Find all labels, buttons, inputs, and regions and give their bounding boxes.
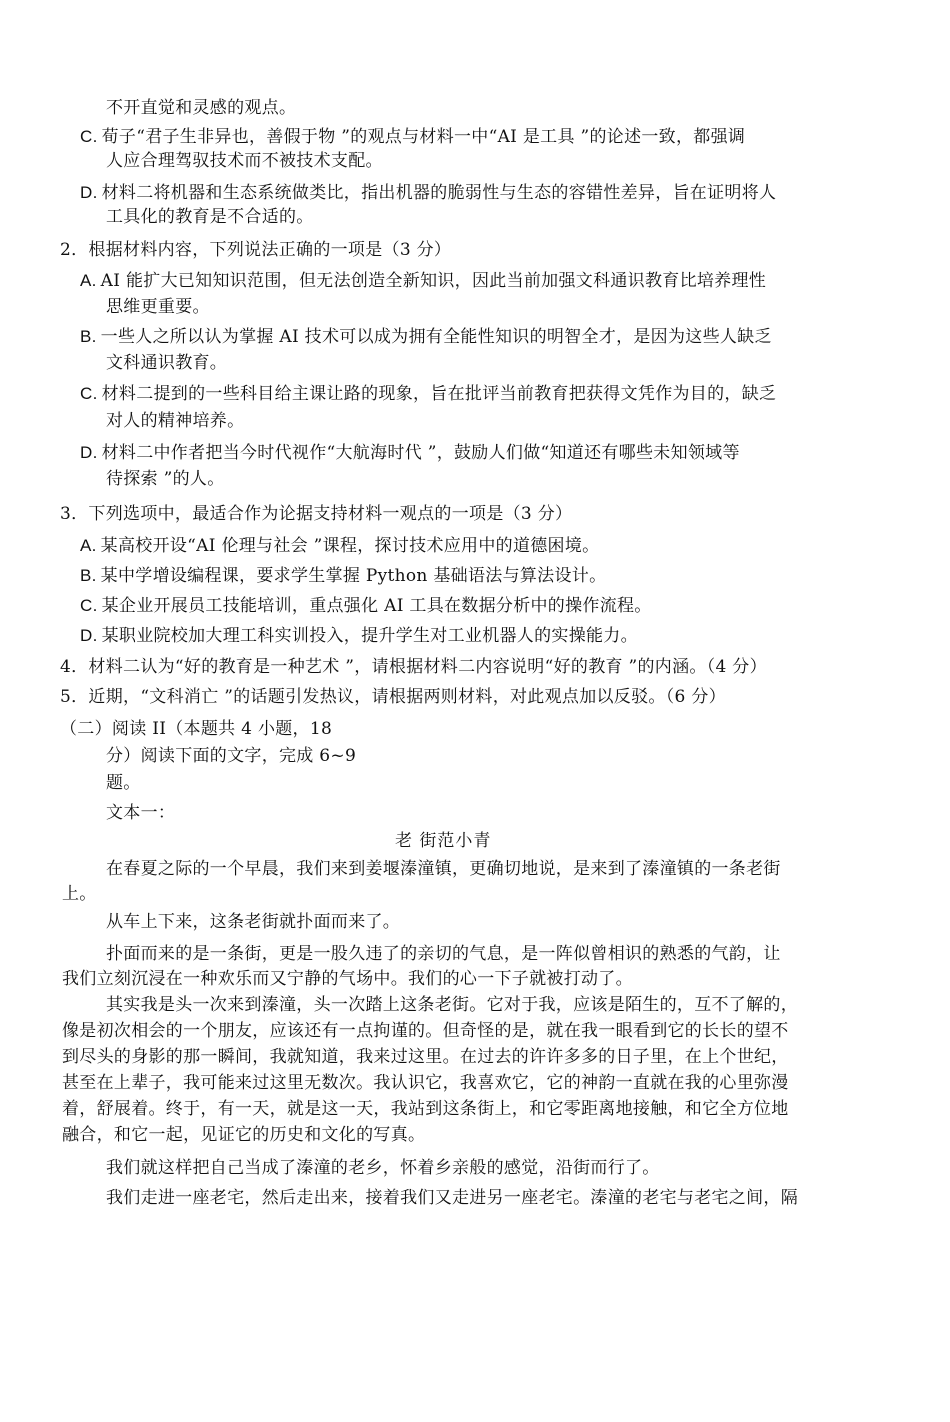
- option-text: 某中学增设编程课，要求学生掌握 Python 基础语法与算法设计。: [100, 566, 607, 586]
- text-one-label: 文本一：: [106, 803, 176, 823]
- q2-stem: 2．根据材料内容，下列说法正确的一项是（3 分）: [60, 240, 452, 260]
- q2-option-d-cont: 待探索 ”的人。: [106, 469, 225, 489]
- q4-stem: 4．材料二认为“好的教育是一种艺术 ”，请根据材料二内容说明“好的教育 ”的内涵。（4 分）: [60, 657, 767, 677]
- q2-option-a: [80, 269, 766, 293]
- paragraph-4-line5: 着，舒展着。终于，有一天，就是这一天，我站到这条街上，和它零距离地接触，和它全方位地: [62, 1099, 789, 1119]
- option-text: 材料二将机器和生态系统做类比，指出机器的脆弱性与生态的容错性差异，旨在证明将人: [101, 183, 777, 203]
- paragraph-2-line1: 从车上下来，这条老街就扑面而来了。: [106, 912, 401, 932]
- option-text: 荀子“君子生非异也，善假于物 ”的观点与材料一中“AI 是工具 ”的论述一致，都强调: [101, 127, 746, 147]
- option-label: B.: [80, 327, 97, 346]
- intro-tail-line: 不开直觉和灵感的观点。: [106, 98, 297, 118]
- q2-option-a-cont: 思维更重要。: [106, 297, 210, 317]
- paragraph-5-line1: 我们就这样把自己当成了溱潼的老乡，怀着乡亲般的感觉，沿街而行了。: [106, 1158, 660, 1178]
- q3-stem: 3．下列选项中，最适合作为论据支持材料一观点的一项是（3 分）: [60, 504, 573, 524]
- option-label: A.: [80, 536, 97, 555]
- option-text: AI 能扩大已知知识范围，但无法创造全新知识，因此当前加强文科通识教育比培养理性: [100, 271, 767, 291]
- option-text: 某企业开展员工技能培训，重点强化 AI 工具在数据分析中的操作流程。: [101, 596, 652, 616]
- option-label: D.: [80, 183, 98, 202]
- option-label: C.: [80, 127, 98, 146]
- paragraph-1-line2: 上。: [62, 884, 97, 904]
- article-title: 老 街范小青: [395, 831, 492, 851]
- q1-option-c-cont: 人应合理驾驭技术而不被技术支配。: [106, 151, 383, 171]
- paragraph-3-line1: 扑面而来的是一条街，更是一股久违了的亲切的气息，是一阵似曾相识的熟悉的气韵，让: [106, 944, 781, 964]
- q2-option-c: [80, 382, 776, 406]
- q3-option-d: [80, 624, 638, 648]
- option-text: 材料二提到的一些科目给主课让路的现象，旨在批评当前教育把获得文凭作为目的，缺乏: [101, 384, 777, 404]
- paragraph-4-line2: 像是初次相会的一个朋友，应该还有一点拘谨的。但奇怪的是，就在我一眼看到它的长长的望不: [62, 1021, 789, 1041]
- option-label: D.: [80, 626, 98, 645]
- paragraph-1-line1: 在春夏之际的一个早晨，我们来到姜堰溱潼镇，更确切地说，是来到了溱潼镇的一条老街: [106, 859, 781, 879]
- option-text: 材料二中作者把当今时代视作“大航海时代 ”，鼓励人们做“知道还有哪些未知领域等: [101, 443, 740, 463]
- section2-heading-line3: 题。: [106, 773, 141, 793]
- q3-option-c: [80, 594, 652, 618]
- q2-option-d: [80, 441, 740, 465]
- q3-option-b: [80, 564, 606, 588]
- q5-stem: 5．近期，“文科消亡 ”的话题引发热议，请根据两则材料，对此观点加以反驳。（6 分）: [60, 687, 726, 707]
- q1-option-d-cont: 工具化的教育是不合适的。: [106, 207, 314, 227]
- option-text: 某职业院校加大理工科实训投入，提升学生对工业机器人的实操能力。: [101, 626, 638, 646]
- option-label: C.: [80, 384, 98, 403]
- paragraph-4-line1: 其实我是头一次来到溱潼，头一次踏上这条老街。它对于我，应该是陌生的，互不了解的，: [106, 995, 798, 1015]
- option-label: B.: [80, 566, 97, 585]
- option-label: A.: [80, 271, 97, 290]
- paragraph-4-line4: 甚至在上辈子，我可能来过这里无数次。我认识它，我喜欢它，它的神韵一直就在我的心里弥漫: [62, 1073, 789, 1093]
- paragraph-4-line3: 到尽头的身影的那一瞬间，我就知道，我来过这里。在过去的许许多多的日子里，在上个世纪，: [62, 1047, 789, 1067]
- section2-heading-line1: （二）阅读 II（本题共 4 小题，18: [60, 719, 333, 739]
- paragraph-4-line6: 融合，和它一起，见证它的历史和文化的写真。: [62, 1125, 426, 1145]
- option-label: C.: [80, 596, 98, 615]
- q1-option-d: [80, 181, 776, 205]
- option-label: D.: [80, 443, 98, 462]
- option-text: 一些人之所以认为掌握 AI 技术可以成为拥有全能性知识的明智全才，是因为这些人缺乏: [100, 327, 772, 347]
- paragraph-3-line2: 我们立刻沉浸在一种欢乐而又宁静的气场中。我们的心一下子就被打动了。: [62, 969, 633, 989]
- q1-option-c: [80, 125, 745, 149]
- paragraph-6-line1: 我们走进一座老宅，然后走出来，接着我们又走进另一座老宅。溱潼的老宅与老宅之间，隔: [106, 1188, 798, 1208]
- q2-option-b: [80, 325, 772, 349]
- section2-heading-line2: 分）阅读下面的文字，完成 6~9: [106, 746, 357, 766]
- q2-option-c-cont: 对人的精神培养。: [106, 411, 245, 431]
- q2-option-b-cont: 文科通识教育。: [106, 353, 228, 373]
- q3-option-a: [80, 534, 599, 558]
- option-text: 某高校开设“AI 伦理与社会 ”课程，探讨技术应用中的道德困境。: [100, 536, 600, 556]
